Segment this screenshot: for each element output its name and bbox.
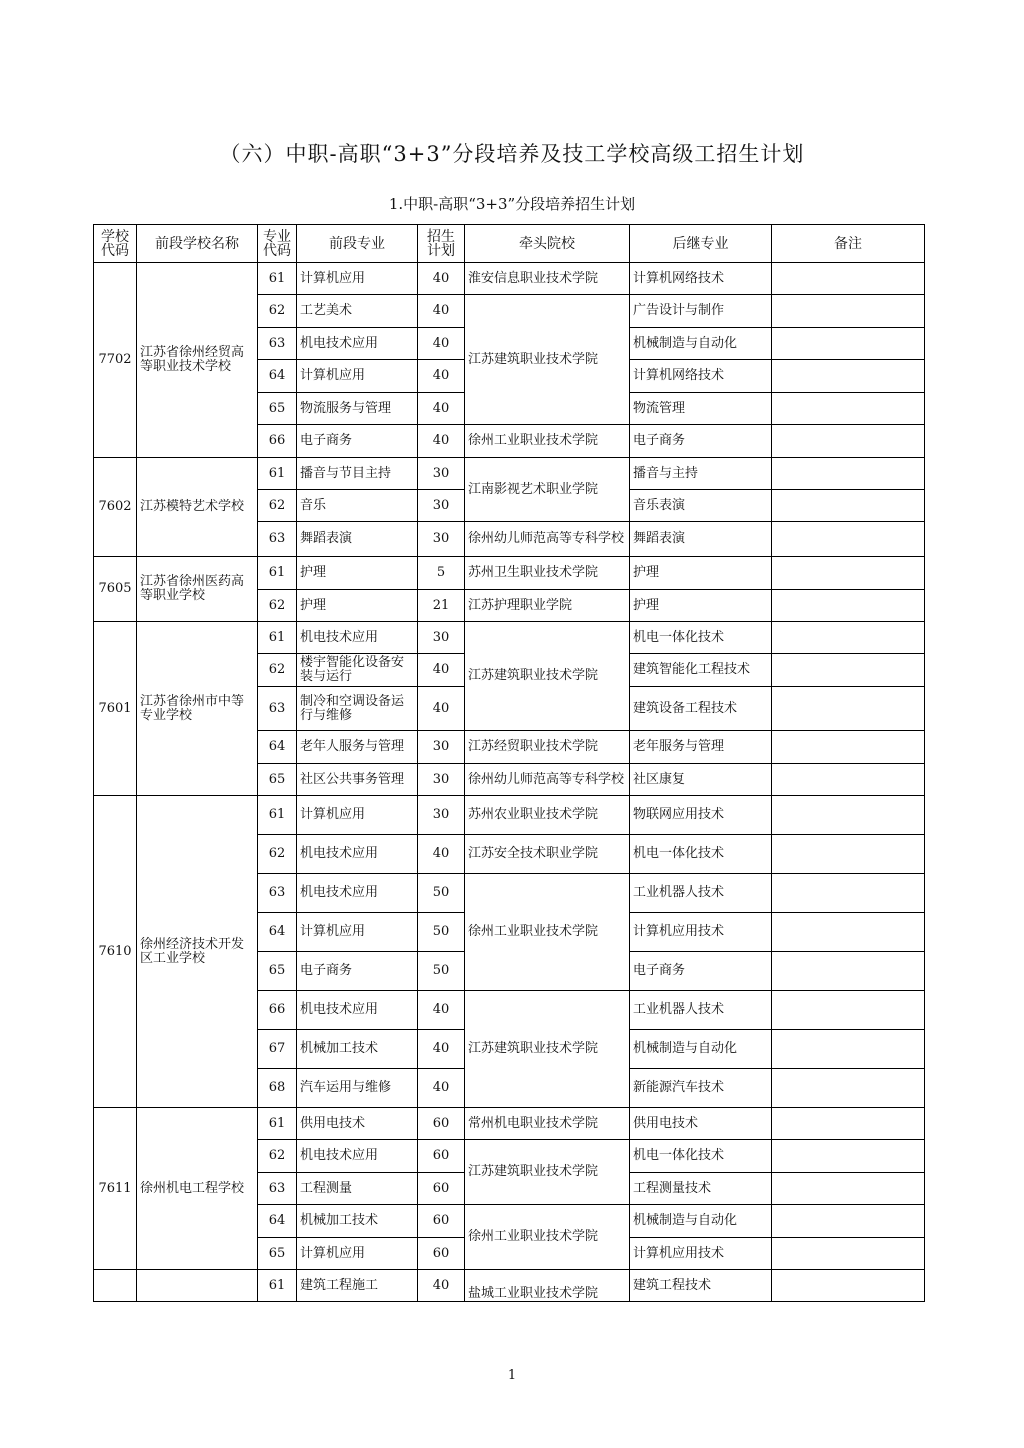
- major-code: 63: [258, 1173, 297, 1205]
- lead-college: 徐州工业职业技术学院: [465, 425, 630, 458]
- major-code: 64: [258, 360, 297, 393]
- plan-count: 60: [418, 1140, 465, 1173]
- major-name: 建筑工程施工: [297, 1270, 418, 1302]
- plan-count: 50: [418, 913, 465, 952]
- next-major: 机电一体化技术: [630, 1140, 772, 1173]
- plan-count: 60: [418, 1173, 465, 1205]
- lead-college: 江苏经贸职业技术学院: [465, 731, 630, 764]
- remark-cell: [772, 622, 925, 654]
- school-code: [94, 1270, 137, 1302]
- major-code: 65: [258, 393, 297, 425]
- major-name: 机电技术应用: [297, 622, 418, 654]
- next-major: 建筑智能化工程技术: [630, 654, 772, 687]
- next-major: 广告设计与制作: [630, 295, 772, 328]
- header-remark: 备注: [772, 225, 925, 263]
- header-plan: 招生计划: [418, 225, 465, 263]
- major-code: 63: [258, 874, 297, 913]
- remark-cell: [772, 328, 925, 360]
- lead-college: 盐城工业职业技术学院: [465, 1270, 630, 1302]
- header-school-code: 学校代码: [94, 225, 137, 263]
- header-school-name: 前段学校名称: [137, 225, 258, 263]
- remark-cell: [772, 687, 925, 731]
- major-name: 供用电技术: [297, 1108, 418, 1140]
- enrollment-plan-table: [93, 224, 925, 1302]
- plan-count: 40: [418, 991, 465, 1030]
- school-code: 7602: [94, 458, 137, 557]
- major-name: 计算机应用: [297, 1238, 418, 1270]
- plan-count: 30: [418, 622, 465, 654]
- major-name: 机电技术应用: [297, 991, 418, 1030]
- school-name: 徐州经济技术开发区工业学校: [137, 796, 258, 1108]
- major-name: 汽车运用与维修: [297, 1069, 418, 1108]
- remark-cell: [772, 458, 925, 490]
- header-lead-college: 牵头院校: [465, 225, 630, 263]
- remark-cell: [772, 263, 925, 295]
- major-code: 61: [258, 622, 297, 654]
- plan-count: 50: [418, 952, 465, 991]
- major-code: 62: [258, 590, 297, 622]
- lead-college: 江苏建筑职业技术学院: [465, 622, 630, 731]
- plan-count: 40: [418, 393, 465, 425]
- major-name: 机械加工技术: [297, 1030, 418, 1069]
- major-name: 工艺美术: [297, 295, 418, 328]
- school-code: 7610: [94, 796, 137, 1108]
- header-next-major: 后继专业: [630, 225, 772, 263]
- school-name: 徐州机电工程学校: [137, 1108, 258, 1270]
- major-code: 61: [258, 1270, 297, 1302]
- major-name: 楼宇智能化设备安装与运行: [297, 654, 418, 687]
- lead-college: 徐州幼儿师范高等专科学校: [465, 522, 630, 557]
- table-row: [94, 796, 925, 835]
- major-code: 61: [258, 1108, 297, 1140]
- major-name: 音乐: [297, 490, 418, 522]
- next-major: 机械制造与自动化: [630, 1030, 772, 1069]
- major-code: 62: [258, 654, 297, 687]
- remark-cell: [772, 590, 925, 622]
- remark-cell: [772, 1069, 925, 1108]
- plan-count: 21: [418, 590, 465, 622]
- major-name: 计算机应用: [297, 263, 418, 295]
- next-major: 建筑设备工程技术: [630, 687, 772, 731]
- major-name: 计算机应用: [297, 796, 418, 835]
- remark-cell: [772, 796, 925, 835]
- next-major: 供用电技术: [630, 1108, 772, 1140]
- next-major: 计算机应用技术: [630, 913, 772, 952]
- school-name: 江苏省徐州市中等专业学校: [137, 622, 258, 796]
- next-major: 电子商务: [630, 952, 772, 991]
- lead-college: 江苏建筑职业技术学院: [465, 295, 630, 425]
- lead-college: 苏州卫生职业技术学院: [465, 557, 630, 590]
- next-major: 物联网应用技术: [630, 796, 772, 835]
- major-name: 护理: [297, 557, 418, 590]
- lead-college: 常州机电职业技术学院: [465, 1108, 630, 1140]
- next-major: 机电一体化技术: [630, 622, 772, 654]
- remark-cell: [772, 764, 925, 796]
- plan-count: 60: [418, 1238, 465, 1270]
- school-name: 江苏模特艺术学校: [137, 458, 258, 557]
- lead-college: 徐州幼儿师范高等专科学校: [465, 764, 630, 796]
- lead-college: 江苏建筑职业技术学院: [465, 1140, 630, 1205]
- major-name: 计算机应用: [297, 913, 418, 952]
- school-code: 7601: [94, 622, 137, 796]
- next-major: 工业机器人技术: [630, 874, 772, 913]
- plan-count: 40: [418, 1069, 465, 1108]
- major-name: 电子商务: [297, 952, 418, 991]
- major-name: 机电技术应用: [297, 1140, 418, 1173]
- major-code: 62: [258, 835, 297, 874]
- lead-college: 苏州农业职业技术学院: [465, 796, 630, 835]
- next-major: 工业机器人技术: [630, 991, 772, 1030]
- school-name: 江苏省徐州医药高等职业学校: [137, 557, 258, 622]
- remark-cell: [772, 731, 925, 764]
- major-code: 65: [258, 1238, 297, 1270]
- remark-cell: [772, 835, 925, 874]
- next-major: 计算机网络技术: [630, 263, 772, 295]
- next-major: 护理: [630, 590, 772, 622]
- next-major: 物流管理: [630, 393, 772, 425]
- remark-cell: [772, 490, 925, 522]
- plan-count: 30: [418, 796, 465, 835]
- page-number: 1: [507, 1368, 517, 1383]
- remark-cell: [772, 874, 925, 913]
- remark-cell: [772, 295, 925, 328]
- school-code: 7702: [94, 263, 137, 458]
- major-name: 制冷和空调设备运行与维修: [297, 687, 418, 731]
- major-code: 65: [258, 764, 297, 796]
- table-row: [94, 1108, 925, 1140]
- plan-count: 40: [418, 425, 465, 458]
- next-major: 计算机应用技术: [630, 1238, 772, 1270]
- plan-count: 50: [418, 874, 465, 913]
- plan-count: 30: [418, 490, 465, 522]
- header-major-code: 专业代码: [258, 225, 297, 263]
- lead-college: 江南影视艺术职业学院: [465, 458, 630, 522]
- major-code: 61: [258, 263, 297, 295]
- major-code: 66: [258, 425, 297, 458]
- plan-count: 40: [418, 1270, 465, 1302]
- lead-college: 江苏安全技术职业学院: [465, 835, 630, 874]
- remark-cell: [772, 1205, 925, 1238]
- major-code: 67: [258, 1030, 297, 1069]
- header-major: 前段专业: [297, 225, 418, 263]
- remark-cell: [772, 425, 925, 458]
- next-major: 社区康复: [630, 764, 772, 796]
- plan-count: 40: [418, 295, 465, 328]
- major-code: 64: [258, 1205, 297, 1238]
- major-name: 播音与节目主持: [297, 458, 418, 490]
- remark-cell: [772, 360, 925, 393]
- major-code: 62: [258, 295, 297, 328]
- school-name: 江苏省徐州经贸高等职业技术学校: [137, 263, 258, 458]
- remark-cell: [772, 1108, 925, 1140]
- table-row: [94, 557, 925, 590]
- plan-count: 30: [418, 458, 465, 490]
- major-code: 68: [258, 1069, 297, 1108]
- plan-count: 60: [418, 1108, 465, 1140]
- major-name: 机械加工技术: [297, 1205, 418, 1238]
- major-code: 61: [258, 796, 297, 835]
- remark-cell: [772, 1030, 925, 1069]
- remark-cell: [772, 393, 925, 425]
- section-title: 1.中职-高职“3+3”分段培养招生计划: [388, 195, 636, 213]
- remark-cell: [772, 654, 925, 687]
- school-code: 7605: [94, 557, 137, 622]
- plan-count: 40: [418, 687, 465, 731]
- remark-cell: [772, 557, 925, 590]
- next-major: 计算机网络技术: [630, 360, 772, 393]
- major-name: 机电技术应用: [297, 328, 418, 360]
- remark-cell: [772, 1270, 925, 1302]
- plan-count: 30: [418, 731, 465, 764]
- major-code: 63: [258, 687, 297, 731]
- major-name: 老年人服务与管理: [297, 731, 418, 764]
- plan-count: 40: [418, 263, 465, 295]
- plan-count: 40: [418, 654, 465, 687]
- next-major: 电子商务: [630, 425, 772, 458]
- next-major: 机械制造与自动化: [630, 1205, 772, 1238]
- plan-count: 30: [418, 764, 465, 796]
- major-code: 64: [258, 731, 297, 764]
- major-name: 机电技术应用: [297, 835, 418, 874]
- next-major: 老年服务与管理: [630, 731, 772, 764]
- table-row: [94, 263, 925, 295]
- major-code: 64: [258, 913, 297, 952]
- remark-cell: [772, 1140, 925, 1173]
- table-row: [94, 1270, 925, 1302]
- major-code: 61: [258, 458, 297, 490]
- major-name: 电子商务: [297, 425, 418, 458]
- major-code: 65: [258, 952, 297, 991]
- plan-count: 40: [418, 1030, 465, 1069]
- plan-count: 30: [418, 522, 465, 557]
- plan-count: 5: [418, 557, 465, 590]
- major-name: 舞蹈表演: [297, 522, 418, 557]
- lead-college: 徐州工业职业技术学院: [465, 1205, 630, 1270]
- major-name: 工程测量: [297, 1173, 418, 1205]
- major-name: 物流服务与管理: [297, 393, 418, 425]
- lead-college: 江苏护理职业学院: [465, 590, 630, 622]
- major-code: 62: [258, 490, 297, 522]
- remark-cell: [772, 1238, 925, 1270]
- page-title: （六）中职-高职“3+3”分段培养及技工学校高级工招生计划: [219, 142, 805, 166]
- lead-college: 江苏建筑职业技术学院: [465, 991, 630, 1108]
- major-code: 63: [258, 522, 297, 557]
- next-major: 护理: [630, 557, 772, 590]
- major-name: 护理: [297, 590, 418, 622]
- table-row: [94, 458, 925, 490]
- school-name: [137, 1270, 258, 1302]
- major-code: 61: [258, 557, 297, 590]
- next-major: 舞蹈表演: [630, 522, 772, 557]
- remark-cell: [772, 952, 925, 991]
- lead-college: 淮安信息职业技术学院: [465, 263, 630, 295]
- major-code: 66: [258, 991, 297, 1030]
- major-code: 63: [258, 328, 297, 360]
- major-name: 计算机应用: [297, 360, 418, 393]
- table-row: [94, 622, 925, 654]
- major-code: 62: [258, 1140, 297, 1173]
- header-row: [94, 225, 925, 263]
- plan-count: 40: [418, 360, 465, 393]
- next-major: 机械制造与自动化: [630, 328, 772, 360]
- remark-cell: [772, 522, 925, 557]
- next-major: 新能源汽车技术: [630, 1069, 772, 1108]
- plan-count: 60: [418, 1205, 465, 1238]
- plan-count: 40: [418, 835, 465, 874]
- remark-cell: [772, 991, 925, 1030]
- remark-cell: [772, 913, 925, 952]
- next-major: 机电一体化技术: [630, 835, 772, 874]
- lead-college: 徐州工业职业技术学院: [465, 874, 630, 991]
- next-major: 音乐表演: [630, 490, 772, 522]
- next-major: 建筑工程技术: [630, 1270, 772, 1302]
- next-major: 工程测量技术: [630, 1173, 772, 1205]
- next-major: 播音与主持: [630, 458, 772, 490]
- plan-count: 40: [418, 328, 465, 360]
- school-code: 7611: [94, 1108, 137, 1270]
- remark-cell: [772, 1173, 925, 1205]
- major-name: 机电技术应用: [297, 874, 418, 913]
- major-name: 社区公共事务管理: [297, 764, 418, 796]
